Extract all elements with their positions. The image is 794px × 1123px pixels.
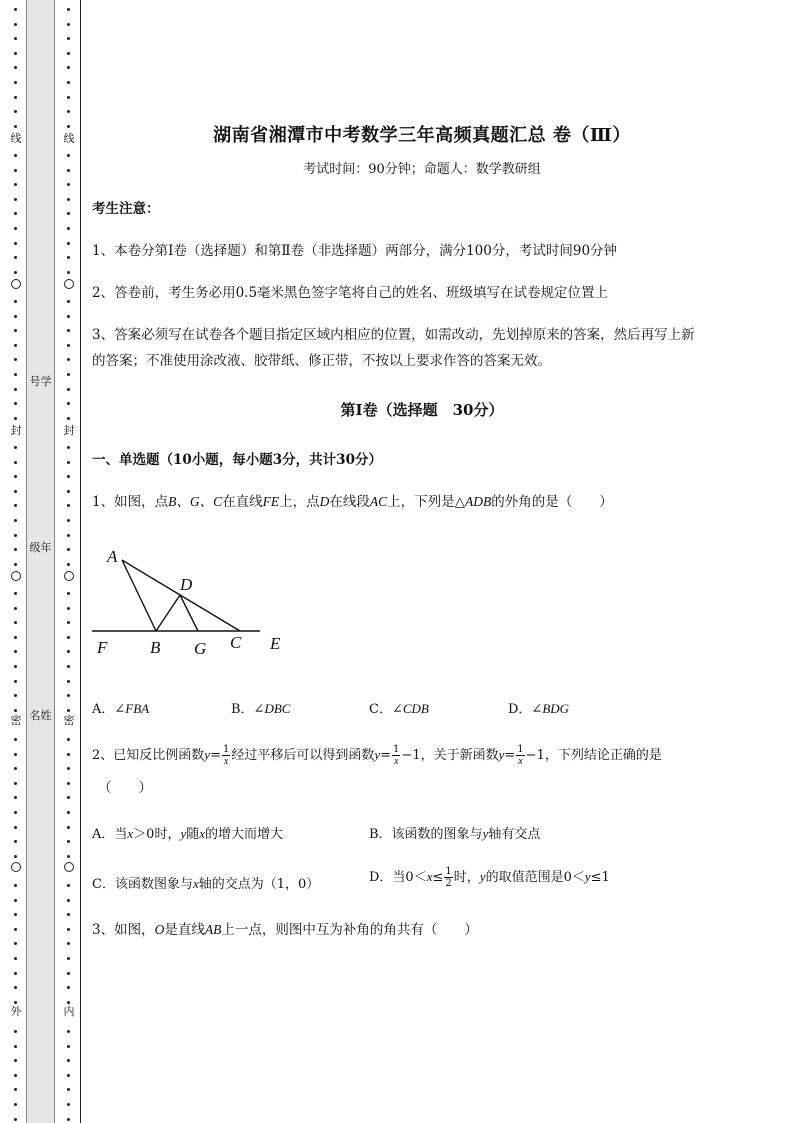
binding-dot [67,300,70,303]
binding-dot [14,957,17,960]
binding-dot [14,972,17,975]
binding-dot [67,767,70,770]
binding-dot [67,1001,70,1004]
binding-dot [14,446,17,449]
binding-dot [67,1088,70,1091]
binding-dot [14,242,17,245]
label-point-c: C [230,633,242,652]
binding-dot [67,680,70,683]
binding-dot [67,315,70,318]
binding-dot [67,154,70,157]
question-1-option-d[interactable]: D．∠BDG [508,701,570,717]
notice-heading: 考生注意： [92,201,160,217]
binding-dot [14,23,17,26]
binding-dot [14,694,17,697]
binding-dot [67,855,70,858]
binding-dot [14,811,17,814]
binding-dot [67,504,70,507]
binding-dot [14,475,17,478]
binding-dot [14,52,17,55]
segment-bd [156,595,180,631]
binding-dot [14,826,17,829]
inner-label-seal: 封 [61,424,77,438]
label-point-e: E [270,634,281,653]
binding-dot [67,607,70,610]
binding-dot [67,1118,70,1121]
binding-dot [14,271,17,274]
fraction-one-over-x: $\frac{1}{x}$ [222,744,230,767]
binding-dot [67,826,70,829]
binding-dot [14,738,17,741]
label-point-f: F [97,638,108,657]
binding-dot [14,636,17,639]
binding-dot [67,358,70,361]
binding-dot [67,811,70,814]
binding-dot [67,417,70,420]
binding-dot [14,198,17,201]
binding-dot [14,37,17,40]
binding-dot [67,972,70,975]
binding-dot [67,183,70,186]
binding-dot [14,986,17,989]
binding-dot [14,344,17,347]
binding-dot [67,37,70,40]
notice-item-3-line-2: 的答案；不准使用涂改液、胶带纸、修正带，不按以上要求作答的答案无效。 [92,353,551,369]
binding-dot [14,373,17,376]
binding-dot [14,1118,17,1121]
binding-dot [67,242,70,245]
inner-label-secret: 密 [61,714,77,728]
binding-dot [67,913,70,916]
binding-dot [67,884,70,887]
outer-label-outside: 外 [8,1005,24,1019]
exam-paper [92,0,752,1123]
binding-dot [67,986,70,989]
binding-dot [67,212,70,215]
binding-dot [14,183,17,186]
binding-dot [67,621,70,624]
outer-dotted-line [9,0,23,1123]
binding-dot [67,534,70,537]
binding-dot [14,665,17,668]
question-2-option-d[interactable]: D．当0＜x≤ $\frac{1}{2}$ 时，y的取值范围是0＜y≤1 [369,866,610,889]
binding-dot [14,125,17,128]
binding-dot [67,942,70,945]
binding-dot [14,212,17,215]
binding-dot [14,884,17,887]
binding-dot [14,1103,17,1106]
binding-dot [14,1059,17,1062]
binding-dot [14,315,17,318]
binding-dot [14,942,17,945]
binding-dot [14,66,17,69]
binding-dot [67,738,70,741]
question-1-stem: 1、如图，点B、G、C在直线FE上，点D在线段AC上，下列是△ADB的外角的是（ ） [92,494,613,510]
question-2-option-a[interactable]: A．当x＞0时，y随x的增大而增大 [92,826,284,842]
margin-border-line [80,0,81,1123]
notice-item-2: 2、答卷前，考生务必用0.5毫米黑色签字笔将自己的姓名、班级填写在试卷规定位置上 [92,285,609,301]
binding-dot [67,81,70,84]
binding-dot [67,256,70,259]
binding-dot [14,227,17,230]
fraction-one-over-x: $\frac{1}{x}$ [393,744,400,767]
inner-circle-mark [64,571,74,581]
binding-dot [14,490,17,493]
binding-dot [67,1103,70,1106]
binding-dot [14,913,17,916]
binding-dot [14,767,17,770]
inner-dotted-line [62,0,76,1123]
binding-dot [14,388,17,391]
question-2-option-b[interactable]: B．该函数的图象与y轴有交点 [369,826,541,842]
binding-dot [14,461,17,464]
binding-dot [14,1074,17,1077]
binding-dot [14,154,17,157]
binding-dot [14,840,17,843]
binding-dot [67,198,70,201]
binding-dot [14,96,17,99]
binding-dot [67,402,70,405]
binding-dot [67,694,70,697]
outer-label-line: 线 [8,132,24,146]
notice-item-1: 1、本卷分第Ⅰ卷（选择题）和第Ⅱ卷（非选择题）两部分，满分100分，考试时间90分钟 [92,243,618,259]
binding-dot [14,504,17,507]
binding-dot [14,796,17,799]
binding-dot [14,709,17,712]
binding-dot [67,125,70,128]
binding-dot [67,665,70,668]
binding-dot [67,957,70,960]
binding-dot [67,461,70,464]
binding-dot [67,475,70,478]
binding-dot [14,592,17,595]
binding-dot [67,563,70,566]
binding-dot [67,519,70,522]
binding-dot [14,110,17,113]
binding-dot [14,680,17,683]
inner-circle-mark [64,862,74,872]
binding-dot [14,621,17,624]
binding-dot [14,358,17,361]
label-point-d: D [180,575,193,594]
binding-dot [67,446,70,449]
binding-dot [67,110,70,113]
inner-label-line: 线 [61,132,77,146]
binding-dot [67,490,70,493]
question-1-option-a[interactable]: A．∠FBA [92,701,150,717]
page-title: 湖南省湘潭市中考数学三年高频真题汇总 卷（Ⅲ） [213,125,631,146]
binding-dot [14,300,17,303]
binding-dot [67,96,70,99]
binding-dot [67,8,70,11]
binding-dot [14,548,17,551]
question-1-option-b[interactable]: B．∠DBC [231,701,291,717]
question-2-stem: 2、已知反比例函数y= $\frac{1}{x}$ 经过平移后可以得到函数y= $\frac{1}{x}$ −1，关于新函数y= $\frac{1}{x}$ −1，下列结论正确的是 [92,744,662,767]
binding-dot [67,388,70,391]
inner-circle-mark [64,279,74,289]
field-label-grade: 级年 [29,541,52,554]
binding-dot [14,753,17,756]
field-label-name: 名姓 [29,709,52,722]
binding-dot [67,169,70,172]
outer-label-seal: 封 [8,424,24,438]
field-label-student-number: 号学 [29,375,52,388]
binding-dot [67,753,70,756]
binding-dot [67,899,70,902]
binding-dot [67,709,70,712]
binding-dot [67,329,70,332]
binding-dot [14,402,17,405]
section-title: 第Ⅰ卷（选择题 30分） [340,401,504,419]
binding-dot [67,23,70,26]
binding-dot [14,563,17,566]
binding-dot [14,519,17,522]
binding-dot [67,796,70,799]
binding-dot [14,1030,17,1033]
fraction-one-over-x: $\frac{1}{x}$ [517,744,524,767]
binding-dot [67,782,70,785]
binding-dot [14,81,17,84]
outer-circle-mark [11,862,21,872]
question-3-stem: 3、如图，O是直线AB上一点，则图中互为补角的角共有（ ） [92,922,478,938]
binding-dot [67,840,70,843]
inner-label-inside: 内 [61,1005,77,1019]
label-point-g: G [194,639,207,658]
binding-dot [14,899,17,902]
binding-dot [67,66,70,69]
binding-dot [14,1045,17,1048]
outer-circle-mark [11,571,21,581]
binding-dot [67,271,70,274]
exam-info: 考试时间：90分钟；命题人：数学教研组 [303,162,541,177]
binding-margin [0,0,82,1123]
binding-dot [67,650,70,653]
question-1-figure [92,540,292,665]
part-heading: 一、单选题（10小题，每小题3分，共计30分） [92,452,382,468]
label-point-a: A [107,547,118,566]
binding-dot [14,782,17,785]
notice-item-3-line-1: 3、答案必须写在试卷各个题目指定区域内相应的位置，如需改动，先划掉原来的答案，然后再写上新 [92,327,695,343]
binding-dot [67,52,70,55]
binding-dot [67,928,70,931]
binding-dot [14,8,17,11]
question-2-answer-paren: （ ） [98,780,152,796]
outer-label-secret: 密 [8,714,24,728]
fraction-one-half: $\frac{1}{2}$ [445,866,452,889]
binding-dot [67,1074,70,1077]
binding-dot [14,1088,17,1091]
binding-dot [14,1001,17,1004]
binding-dot [14,855,17,858]
binding-dot [67,344,70,347]
binding-dot [14,534,17,537]
binding-dot [14,928,17,931]
binding-dot [14,169,17,172]
binding-dot [67,373,70,376]
student-info-band [26,0,55,1123]
binding-dot [67,592,70,595]
binding-dot [67,1059,70,1062]
binding-dot [67,548,70,551]
outer-circle-mark [11,279,21,289]
label-point-b: B [150,638,161,657]
binding-dot [14,650,17,653]
binding-dot [14,256,17,259]
binding-dot [14,607,17,610]
binding-dot [14,329,17,332]
binding-dot [67,636,70,639]
binding-dot [67,227,70,230]
binding-dot [67,1045,70,1048]
binding-dot [67,1030,70,1033]
question-1-option-c[interactable]: C．∠CDB [369,701,429,717]
question-2-option-c[interactable]: C．该函数图象与x轴的交点为（1，0） [92,876,320,892]
binding-dot [14,417,17,420]
